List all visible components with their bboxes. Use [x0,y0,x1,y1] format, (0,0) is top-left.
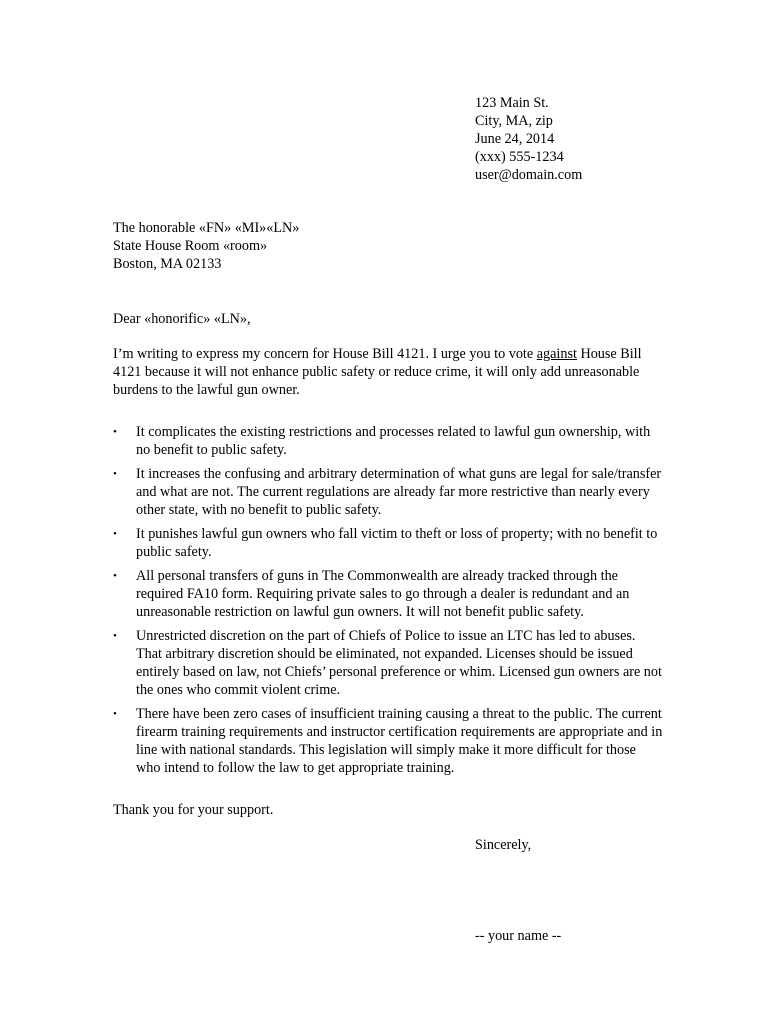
bullet-icon: • [113,570,117,582]
sender-phone: (xxx) 555-1234 [475,149,564,165]
list-item [113,567,663,621]
list-item-text: There have been zero cases of insufficient training causing a threat to the public. The current firearm training requirements and instructor certification requirements are appropriate and in line with national standards. This legislation will simply make it more difficult for those who intend to follow the law to get appropriate training. [136,706,663,776]
recipient-city: Boston, MA 02133 [113,256,222,272]
sender-address-block [475,94,582,184]
bullet-icon: • [113,468,117,480]
sender-email: user@domain.com [475,167,583,183]
sender-street: 123 Main St. [475,95,549,111]
closing-line: Sincerely, [475,837,532,853]
bullet-icon: • [113,708,117,720]
list-item [113,465,663,519]
list-item [113,705,663,777]
list-item [113,423,663,459]
list-item-text: It increases the confusing and arbitrary determination of what guns are legal for sale/transfer and what are not. The current regulations are already far more restrictive than nearly every other state, with no benefit to public safety. [136,466,662,518]
list-item-text: It complicates the existing restrictions and processes related to lawful gun ownership, with no benefit to public safety. [136,424,651,458]
list-item-text: It punishes lawful gun owners who fall victim to theft or loss of property; with no benefit to public safety. [136,526,658,560]
sender-city: City, MA, zip [475,113,553,129]
signature-placeholder: -- your name -- [475,928,562,944]
salutation: Dear «honorific» «LN», [113,311,251,327]
intro-text-part1: I’m writing to express my concern for House Bill 4121. I urge you to vote [113,346,537,362]
intro-text-part2: House Bill 4121 because it will not enhance public safety or reduce crime, it will only add unreasonable burdens to the lawful gun owner. [113,346,642,398]
recipient-name: The honorable «FN» «MI»«LN» [113,220,300,236]
thanks-line: Thank you for your support. [113,802,274,818]
list-item-text: All personal transfers of guns in The Commonwealth are already tracked through the required FA10 form. Requiring private sales to go through a dealer is redundant and an unreasonable restriction on lawful gun owners. It will not benefit public safety. [136,568,630,620]
letter-date: June 24, 2014 [475,131,555,147]
intro-paragraph [113,345,658,399]
recipient-address-block [113,219,299,273]
bullet-icon: • [113,426,117,438]
list-item [113,525,663,561]
bullet-icon: • [113,528,117,540]
bullet-icon: • [113,630,117,642]
intro-emphasis: against [536,346,577,362]
concern-bullet-list [113,423,663,783]
recipient-room: State House Room «room» [113,238,268,254]
list-item [113,627,663,699]
list-item-text: Unrestricted discretion on the part of Chiefs of Police to issue an LTC has led to abuses. That arbitrary discretion should be eliminated, not expanded. Licenses should be issued entirely based on law, not Chiefs’ personal preference or whim. Licensed gun owners are not the ones who commit violent crime. [136,628,662,698]
